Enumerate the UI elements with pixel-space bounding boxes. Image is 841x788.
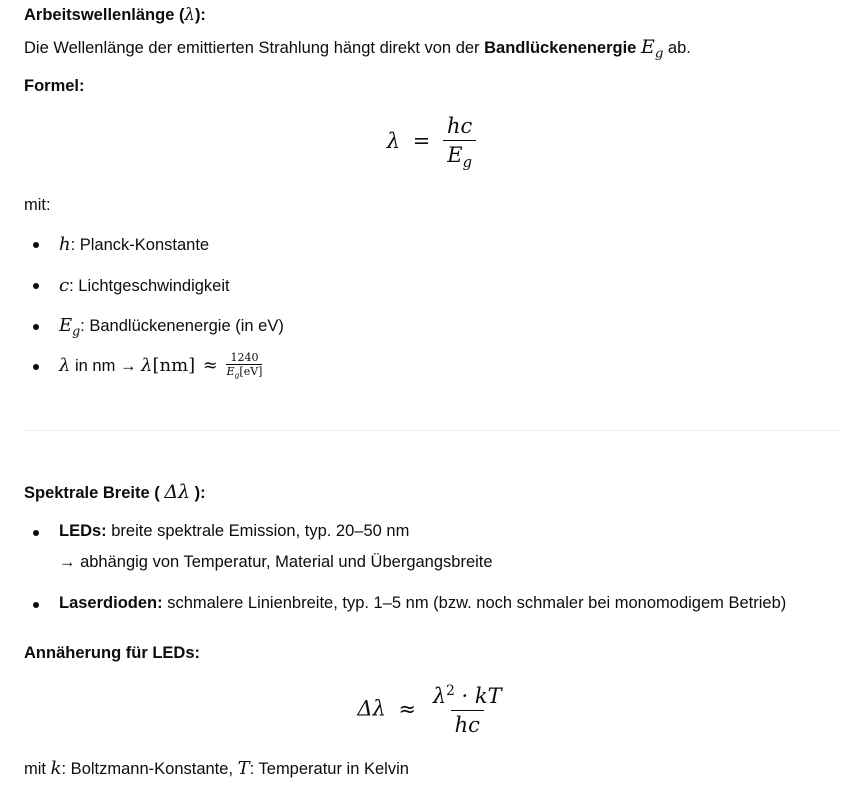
intro-paragraph: Die Wellenlänge der emittierten Strahlung hängt direkt von der Bandlückenenergie $E_g$ ab.: [24, 36, 691, 62]
constants-note: mit k: Boltzmann-Konstante, T: Temperatur in Kelvin: [24, 758, 409, 779]
bullet-dot: [33, 283, 39, 289]
with-label: mit:: [24, 196, 51, 214]
formula-heading: Formel:: [24, 77, 85, 95]
list-item: c: Lichtgeschwindigkeit: [59, 275, 230, 296]
bullet-dot: [33, 602, 39, 608]
bullet-dot: [33, 530, 39, 536]
eg-symbol: $E_g$: [640, 36, 664, 62]
list-item-laserdiodes: Laserdioden: schmalere Linienbreite, typ. 1–5 nm (bzw. noch schmaler bei monomodigem Betrieb): [59, 594, 787, 612]
section-heading-spectral-width: Spektrale Breite ( Δλ ):: [24, 481, 206, 503]
list-item-leds-continuation: → abhängig von Temperatur, Material und Übergangsbreite: [59, 553, 493, 571]
formula-fraction: $\frac{hc}{E_g}$: [443, 114, 476, 171]
list-item-conversion: λ in nm → λ[nm] ≈ $\frac{1240}{E_g[eV]}$: [59, 351, 263, 380]
list-item: $E_g$: Bandlückenenergie (in eV): [59, 315, 284, 339]
approximation-heading: Annäherung für LEDs:: [24, 644, 200, 662]
list-item: h: Planck-Konstante: [59, 234, 210, 255]
bullet-dot: [33, 324, 39, 330]
section-heading-wavelength: Arbeitswellenlänge (λ):: [24, 5, 206, 24]
section-divider: [24, 430, 839, 431]
bullet-dot: [33, 242, 39, 248]
wavelength-formula: λ = $\frac{hc}{E_g}$: [24, 114, 839, 171]
linewidth-formula: Δλ ≈ $\frac{\lambda^2 \cdot kT}{hc}$: [24, 683, 839, 737]
conversion-fraction: $\frac{1240}{E_g[eV]}$: [226, 351, 263, 380]
bullet-dot: [33, 364, 39, 370]
linewidth-fraction: $\frac{\lambda^2 \cdot kT}{hc}$: [432, 683, 502, 738]
list-item-leds: LEDs: breite spektrale Emission, typ. 20–50 nm: [59, 522, 410, 540]
